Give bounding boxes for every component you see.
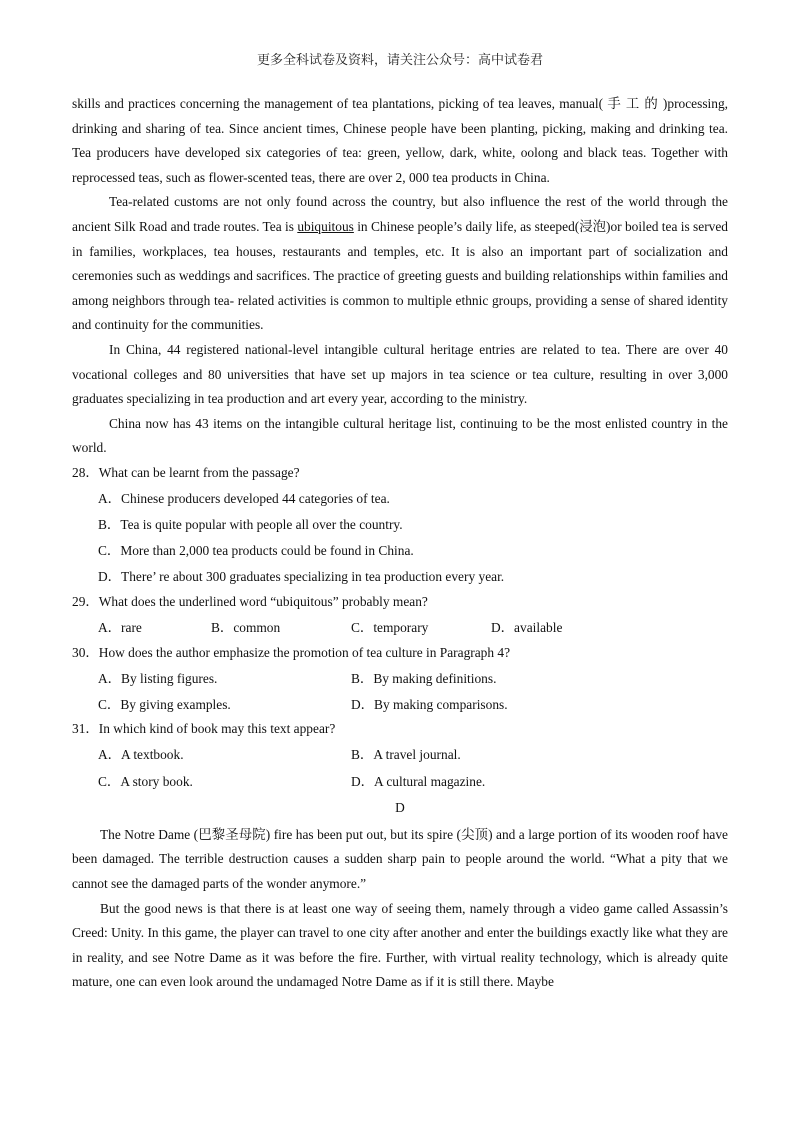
options-row	[98, 693, 728, 718]
passage-c-paragraph-1: skills and practices concerning the management of tea plantations, picking of tea leaves, manual( 手 工 的 )processing, drinking and sharing of tea. Since ancient times, Chinese people have been planting, picking, making and drinking tea. Tea producers have developed six categories of tea: green, yellow, dark, white, oolong and black teas. Together with reprocessed teas, such as flower-scented teas, there are over 2, 000 tea products in China.	[72, 96, 728, 185]
option-b: B．Tea is quite popular with people all over the country.	[98, 517, 403, 533]
section-heading-d: D	[395, 800, 405, 816]
question-31	[72, 717, 728, 794]
option-b: B．common	[211, 619, 281, 635]
passage-c-paragraph-2: Tea-related customs are not only found across the country, but also influence the rest of the world through the ancient Silk Road and trade routes. Tea is ubiquitous in Chinese people’s daily life, as steeped(浸泡)or boiled tea is served in families, workplaces, tea houses, restaurants and temples, etc. It is also an important part of socialization and ceremonies such as weddings and sacrifices. The practice of greeting guests and building relationships within families and among neighbors through tea- related activities is common to multiple ethnic groups, providing a sense of shared identity and continuity for the communities.	[72, 194, 728, 333]
underlined-word: ubiquitous	[297, 218, 354, 234]
option-b: B．A travel journal.	[351, 747, 461, 763]
options-row	[98, 667, 728, 692]
options-row	[98, 616, 728, 641]
passage-c-paragraph-4: China now has 43 items on the intangible cultural heritage list, continuing to be the most enlisted country in the world.	[72, 415, 728, 456]
question-29	[72, 590, 728, 641]
option-a: A．A textbook.	[98, 747, 184, 763]
page-header: 更多全科试卷及资料，请关注公众号：高中试卷君	[256, 53, 543, 68]
passage-d-paragraph-2: But the good news is that there is at least one way of seeing them, namely through a video game called Assassin’s Creed: Unity. In this game, the player can travel to one city after another and enter the buildings exactly like what they are in reality, and see Notre Dame as it was before the fire. Further, with virtual reality technology, which is already quite mature, one can even look around the undamaged Notre Dame as if it is still there. Maybe	[72, 900, 728, 990]
option-b: B．By making definitions.	[351, 670, 497, 686]
options-row	[98, 770, 728, 795]
question-stem: 30．How does the author emphasize the promotion of tea culture in Paragraph 4?	[72, 644, 511, 660]
option-a: A．Chinese producers developed 44 categories of tea.	[98, 491, 390, 506]
option-a: A．rare	[98, 619, 142, 635]
option-a: A．By listing figures.	[98, 670, 218, 686]
option-d: D．By making comparisons.	[351, 696, 508, 712]
question-28	[72, 461, 728, 590]
option-d: D．available	[491, 619, 563, 635]
passage-d-paragraph-1: The Notre Dame (巴黎圣母院) fire has been put out, but its spire (尖顶) and a large portion of its wooden roof have been damaged. The terrible destruction causes a sudden sharp pain to people around the world. “What a pity that we cannot see the damaged parts of the wonder anymore.”	[72, 826, 728, 891]
question-30	[72, 641, 728, 718]
passage-c-paragraph-3: In China, 44 registered national-level intangible cultural heritage entries are related to tea. There are over 40 vocational colleges and 80 universities that have set up majors in tea science or tea culture, resulting in over 3,000 graduates specializing in tea production and art every year, according to the ministry.	[72, 341, 728, 407]
option-c: C．By giving examples.	[98, 696, 231, 712]
option-c: C．More than 2,000 tea products could be found in China.	[98, 543, 414, 559]
exam-content	[72, 92, 728, 995]
option-d: D．A cultural magazine.	[351, 773, 486, 789]
option-c: C．temporary	[351, 619, 429, 635]
question-stem: 31．In which kind of book may this text appear?	[72, 721, 336, 737]
options-row	[98, 743, 728, 768]
question-stem: 29．What does the underlined word “ubiquitous” probably mean?	[72, 593, 428, 609]
option-d: D．There’ re about 300 graduates specializing in tea production every year.	[98, 569, 505, 585]
question-stem: 28．What can be learnt from the passage?	[72, 464, 300, 480]
option-c: C．A story book.	[98, 773, 193, 789]
